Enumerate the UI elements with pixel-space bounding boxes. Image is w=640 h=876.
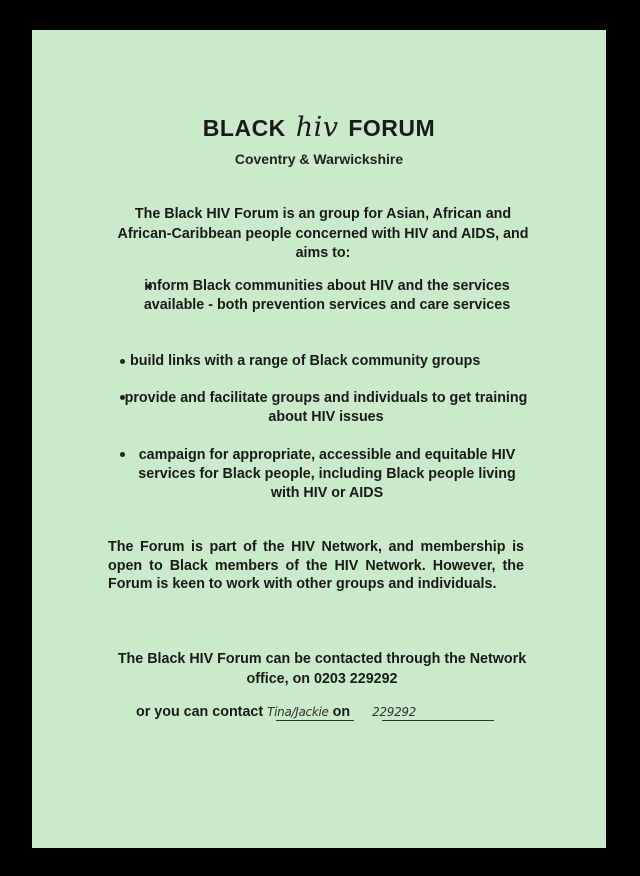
bullet-icon	[120, 359, 125, 364]
contact-line	[136, 704, 416, 720]
title-hiv: hiv	[295, 112, 339, 143]
title-forum: FORUM	[348, 115, 436, 141]
intro-paragraph: The Black HIV Forum is an group for Asian, African and African-Caribbean people concerned with HIV and AIDS, and aims to:	[117, 206, 529, 261]
contact-on: on	[332, 704, 351, 720]
aim-item-4: campaign for appropriate, accessible and equitable HIV services for Black people, including Black people living with HIV or AIDS	[138, 447, 516, 501]
membership-paragraph: The Forum is part of the HIV Network, and membership is open to Black members of the HIV Network. However, the Forum is keen to work with other groups and individuals.	[108, 539, 524, 592]
title-black: BLACK	[202, 115, 286, 141]
subtitle: Coventry & Warwickshire	[234, 151, 404, 167]
handwritten-names: Tina/Jackie	[267, 705, 329, 719]
page-title	[32, 112, 606, 143]
flyer-sheet	[32, 30, 606, 848]
handwritten-number: 229292	[372, 705, 417, 719]
aim-item-1: inform Black communities about HIV and the services available - both prevention services and care services	[143, 278, 511, 313]
aim-item-3: provide and facilitate groups and individuals to get training about HIV issues	[124, 390, 528, 425]
contact-prefix: or you can contact	[136, 704, 264, 720]
fill-in-line-names	[276, 720, 354, 721]
aim-item-2: build links with a range of Black community groups	[130, 353, 481, 369]
fill-in-line-number	[382, 720, 494, 721]
contact-paragraph: The Black HIV Forum can be contacted through the Network office, on 0203 229292	[117, 651, 527, 687]
